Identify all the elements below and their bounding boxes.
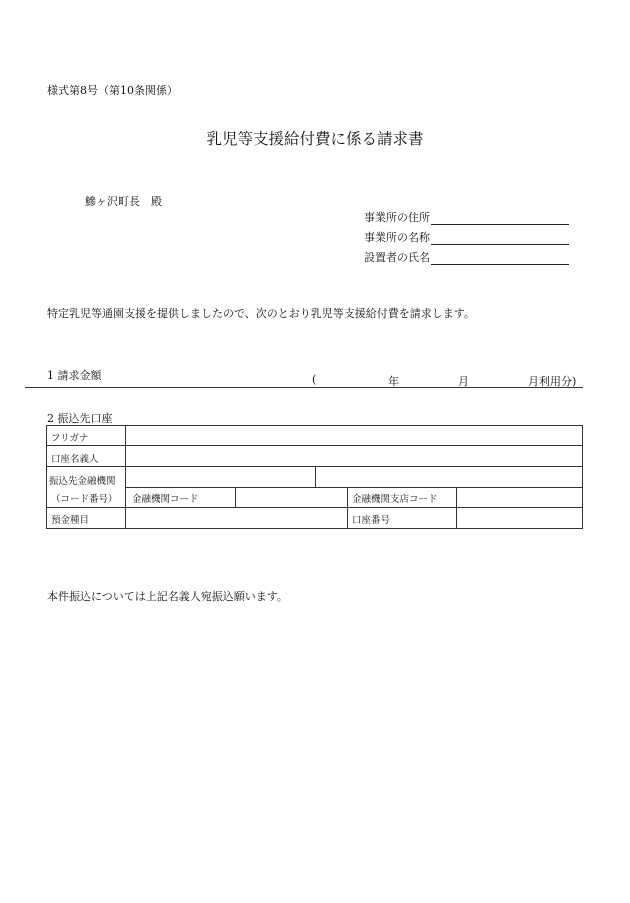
business-name-field <box>364 229 569 245</box>
business-address-field <box>364 209 569 225</box>
table-line <box>46 528 583 529</box>
section2-transfer-account-label: 2 振込先口座 <box>47 412 113 425</box>
branch-code-label: 金融機関支店コード <box>352 494 438 505</box>
period-year-label: 年 <box>388 375 399 388</box>
table-line <box>315 466 316 487</box>
document-title: 乳児等支援給付費に係る請求書 <box>206 130 424 148</box>
table-line <box>125 425 126 529</box>
bank-code-label: 金融機関コード <box>132 494 199 505</box>
closing-request: 本件振込については上記名義人宛振込願います。 <box>47 590 288 603</box>
account-number-label: 口座番号 <box>352 515 391 526</box>
bank-name-label: 振込先金融機関 <box>49 476 116 487</box>
form-number: 様式第8号（第10条関係） <box>47 84 178 97</box>
furigana-label: フリガナ <box>51 433 89 444</box>
period-open-paren: ( <box>312 373 317 386</box>
business-address-label: 事業所の住所 <box>364 211 430 224</box>
business-address-blank[interactable] <box>431 212 569 225</box>
claim-amount-underline <box>25 387 583 388</box>
business-name-label: 事業所の名称 <box>364 231 430 244</box>
addressee: 鰺ヶ沢町長 殿 <box>85 195 162 208</box>
transfer-account-table <box>46 425 583 529</box>
table-line <box>582 425 583 529</box>
account-holder-label: 口座名義人 <box>51 454 99 465</box>
table-line <box>46 425 47 529</box>
table-line <box>46 425 583 426</box>
code-number-label: （コード番号） <box>51 494 118 505</box>
period-usage-label: 月利用分) <box>528 375 577 388</box>
table-line <box>46 445 583 446</box>
period-month-label: 月 <box>458 375 469 388</box>
claim-statement: 特定乳児等通園支援を提供しましたので、次のとおり乳児等支援給付費を請求します。 <box>47 307 475 320</box>
founder-name-blank[interactable] <box>431 252 569 265</box>
business-name-blank[interactable] <box>431 232 569 245</box>
table-line <box>46 507 583 508</box>
table-line <box>347 487 348 529</box>
section1-claim-amount-label: 1 請求金額 <box>47 369 102 382</box>
deposit-type-label: 預金種目 <box>51 515 90 526</box>
table-line <box>235 487 236 508</box>
table-line <box>126 487 583 488</box>
founder-name-field <box>364 249 569 265</box>
table-line <box>456 487 457 529</box>
founder-name-label: 設置者の氏名 <box>364 251 430 264</box>
